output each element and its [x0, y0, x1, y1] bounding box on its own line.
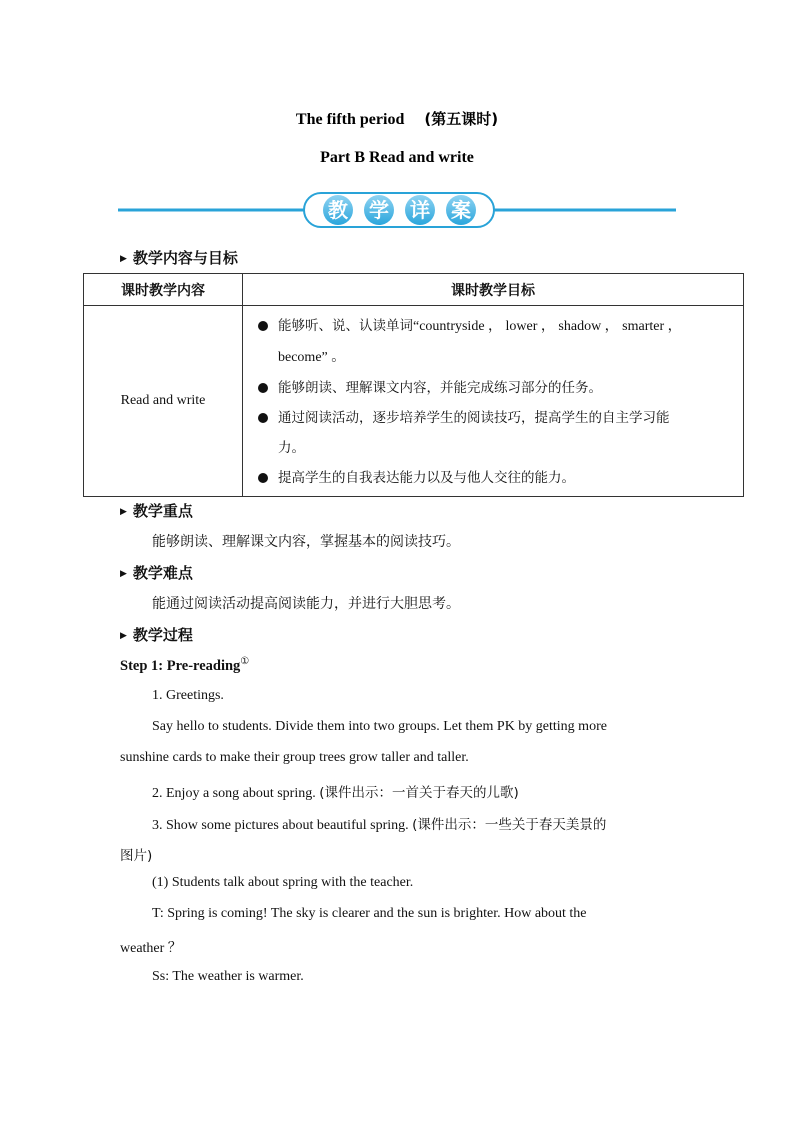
bullet-icon	[258, 321, 268, 331]
section-process: ▶ 教学过程	[120, 626, 193, 644]
table-header-row	[84, 274, 744, 306]
bullet-icon	[258, 383, 268, 393]
step-title: Step 1: Pre-reading①	[120, 656, 250, 674]
body-line: 1. Greetings.	[152, 688, 224, 703]
body-line: Say hello to students. Divide them into two groups. Let them PK by getting more	[152, 719, 607, 734]
triangle-icon: ▶	[120, 254, 127, 264]
table-header-content: 课时教学内容	[84, 274, 243, 306]
table-header-goals: 课时教学目标	[243, 274, 744, 306]
body-line: 2. Enjoy a song about spring. (课件出示：一首关于春天的儿歌)	[152, 785, 519, 801]
body-line: T: Spring is coming! The sky is clearer and the sun is brighter. How about the	[152, 906, 587, 921]
table-cell-content: Read and write	[84, 306, 243, 497]
lesson-subtitle: Part B Read and write	[320, 149, 474, 166]
banner-char-3: 详	[410, 198, 430, 222]
triangle-icon: ▶	[120, 507, 127, 517]
difficulties-text: 能通过阅读活动提高阅读能力，并进行大胆思考。	[152, 596, 460, 612]
body-line: weather ？	[120, 941, 182, 956]
body-line: 3. Show some pictures about beautiful spring. (课件出示：一些关于春天美景的	[152, 817, 607, 833]
banner-char-2: 学	[369, 198, 389, 222]
body-line: 图片)	[120, 848, 153, 864]
banner-char-1: 教	[328, 198, 348, 222]
key-points-text: 能够朗读、理解课文内容，掌握基本的阅读技巧。	[152, 534, 460, 550]
triangle-icon: ▶	[120, 631, 127, 641]
lesson-title-cn: (第五课时)	[424, 110, 499, 128]
goal-item: 提高学生的自我表达能力以及与他人交往的能力。	[250, 463, 736, 493]
body-line: sunshine cards to make their group trees grow taller and taller.	[120, 750, 469, 765]
lesson-title	[0, 108, 794, 129]
goal-item: 能够听、说、认读单词“countryside ， lower ， shadow ， smarter ， become” 。	[250, 311, 736, 373]
bullet-icon	[258, 473, 268, 483]
section-key-points: ▶ 教学重点	[120, 502, 193, 520]
teaching-plan-banner	[118, 190, 676, 230]
table-row	[84, 306, 744, 497]
triangle-icon: ▶	[120, 569, 127, 579]
goal-item: 通过阅读活动，逐步培养学生的阅读技巧，提高学生的自主学习能 力。	[250, 403, 736, 463]
section-content-goals: ▶ 教学内容与目标	[120, 249, 238, 267]
lesson-title-en: The fifth period	[295, 111, 405, 128]
body-line: Ss: The weather is warmer.	[152, 969, 304, 984]
goal-item: 能够朗读、理解课文内容，并能完成练习部分的任务。	[250, 373, 736, 403]
banner-char-4: 案	[451, 198, 471, 222]
goals-table	[83, 273, 744, 497]
section-difficulties: ▶ 教学难点	[120, 564, 193, 582]
table-cell-goals	[243, 306, 744, 497]
footnote-mark: ①	[240, 656, 250, 667]
bullet-icon	[258, 413, 268, 423]
body-line: (1) Students talk about spring with the teacher.	[152, 875, 414, 890]
